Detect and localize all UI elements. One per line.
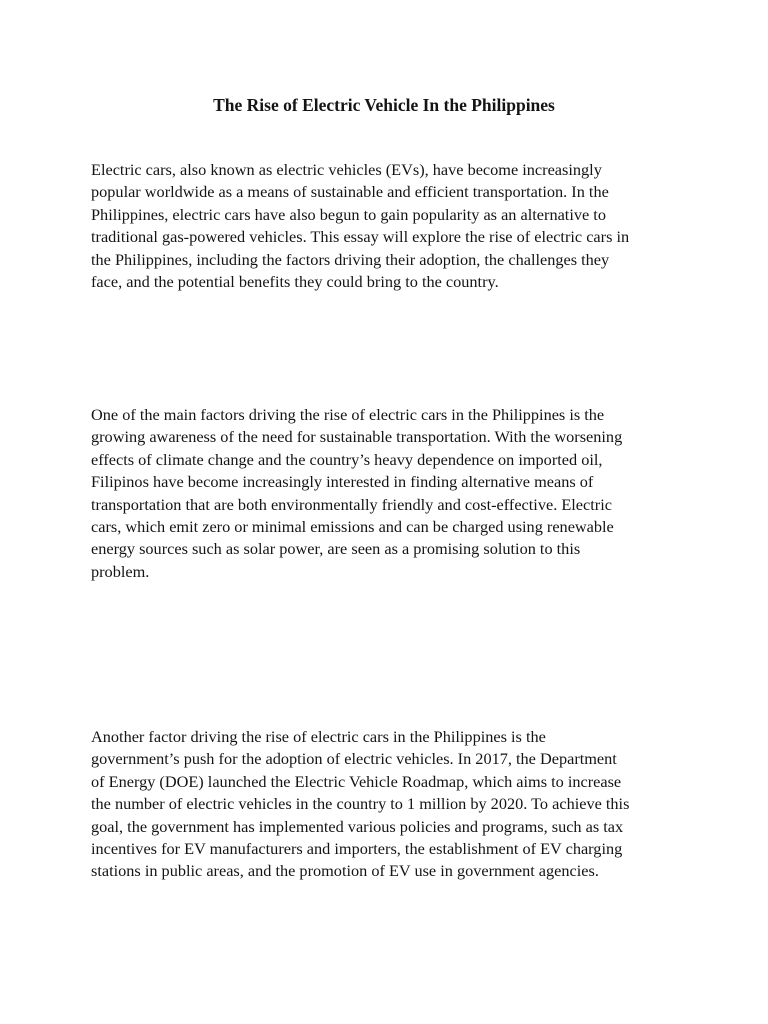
paragraph-line: growing awareness of the need for sustainable transportation. With the worsening xyxy=(91,427,623,447)
paragraph-line: cars, which emit zero or minimal emissions and can be charged using renewable xyxy=(91,516,614,536)
paragraph-government xyxy=(91,726,691,883)
document-title: The Rise of Electric Vehicle In the Philippines xyxy=(213,95,555,115)
paragraph-line: stations in public areas, and the promotion of EV use in government agencies. xyxy=(91,861,599,881)
paragraph-line: goal, the government has implemented various policies and programs, such as tax xyxy=(91,816,624,836)
paragraph-line: the number of electric vehicles in the country to 1 million by 2020. To achieve this xyxy=(91,794,630,814)
paragraph-line: problem. xyxy=(91,561,150,581)
paragraph-line: Another factor driving the rise of electric cars in the Philippines is the xyxy=(91,727,546,746)
paragraph-line: Filipinos have become increasingly interested in finding alternative means of xyxy=(91,472,594,492)
paragraph-awareness xyxy=(91,404,691,583)
paragraph-line: popular worldwide as a means of sustainable and efficient transportation. In the xyxy=(91,182,609,202)
paragraph-intro xyxy=(91,159,691,293)
paragraph-line: Electric cars, also known as electric vehicles (EVs), have become increasingly xyxy=(91,160,602,179)
paragraph-line: Philippines, electric cars have also begun to gain popularity as an alternative to xyxy=(91,204,606,224)
paragraph-line: traditional gas-powered vehicles. This essay will explore the rise of electric cars in xyxy=(91,227,630,247)
paragraph-line: One of the main factors driving the rise of electric cars in the Philippines is the xyxy=(91,405,605,424)
paragraph-line: government’s push for the adoption of electric vehicles. In 2017, the Department xyxy=(91,749,617,769)
paragraph-line: of Energy (DOE) launched the Electric Vehicle Roadmap, which aims to increase xyxy=(91,771,622,791)
paragraph-line: effects of climate change and the country’s heavy dependence on imported oil, xyxy=(91,449,603,469)
paragraph-line: incentives for EV manufacturers and importers, the establishment of EV charging xyxy=(91,838,623,858)
paragraph-line: the Philippines, including the factors driving their adoption, the challenges they xyxy=(91,249,610,269)
paragraph-line: energy sources such as solar power, are seen as a promising solution to this xyxy=(91,539,581,559)
paragraph-line: face, and the potential benefits they could bring to the country. xyxy=(91,271,499,291)
paragraph-line: transportation that are both environmentally friendly and cost-effective. Electric xyxy=(91,494,612,514)
